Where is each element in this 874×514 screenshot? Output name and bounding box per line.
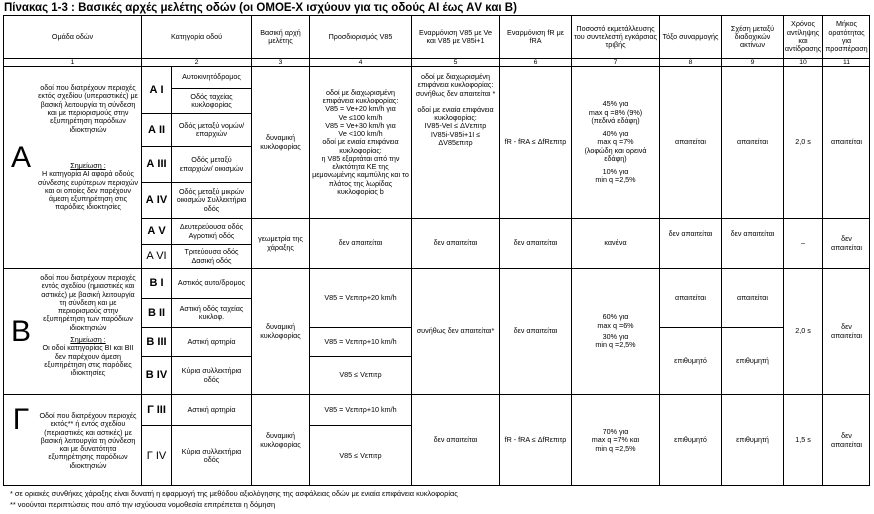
header-col11: Μήκος ορατότητας για προσπέραση (825, 19, 868, 54)
header-col9: Σχέση μεταξύ διαδοχικών ακτίνων (730, 23, 775, 50)
a-v85-determination: οδοί με διαχωρισμένη επιφάνεια κυκλοφορίας: V85 = Ve+20 km/h για Ve ≤100 km/h V85 = Ve+30 km/h για Ve <100 km/h οδοί με ενιαία επιφάνεια κυκλοφορίας: η V85 εξαρτάται από την ελικτότητα KE της μεμονωμένης καμπύλης και το πλάτος της λωρίδας κυκλοφορίας b (312, 87, 409, 197)
cat-name: Κύρια συλλεκτήρια οδός (181, 446, 242, 464)
group-b-description: οδοί που διατρέχουν περιοχές εντός σχεδίου (ημιαστικές και αστικές) με βασική λειτουργία τη σύνδεση και με περιορισμούς στην εξυπηρέτηση των παρόδιων ιδιοκτησιών (40, 273, 136, 332)
col-number: 9 (750, 59, 755, 66)
av-reaction: – (801, 238, 805, 248)
cat-code: Β ΙV (145, 369, 168, 382)
col-number: 4 (358, 59, 363, 66)
b-friction-usage: 60% για max q =6% 30% για min q =2,5% (595, 312, 636, 350)
g-v85-2: V85 ≤ Vεπιτρ (339, 450, 382, 460)
g-friction-usage: 70% για max q =7% και min q =2,5% (591, 427, 640, 453)
header-col3: Βασική αρχή μελέτης (260, 27, 301, 45)
b-transition-bottom: επιθυμητό (674, 355, 707, 365)
header-col4: Προσδιορισμός V85 (328, 31, 393, 41)
av-radii: δεν απαιτείται (730, 228, 775, 238)
av-transition: δεν απαιτείται (668, 228, 713, 238)
g-fr-harmonization: fR - fRA ≤ ΔfRεπιτρ (504, 435, 567, 445)
a-basic-principle-low: γεωμετρία της χάραξης (258, 234, 303, 252)
cat-code: Γ ΙV (146, 449, 167, 462)
cat-code: Α V (147, 225, 166, 238)
col-number: 8 (688, 59, 693, 66)
a-radii-relation: απαιτείται (737, 137, 768, 147)
b-basic-principle: δυναμική κυκλοφορίας (260, 322, 301, 340)
cat-code: Β ΙΙ (147, 306, 166, 319)
cat-name: Κύρια συλλεκτήρια οδός (181, 366, 242, 384)
header-col5: Εναρμόνιση V85 με Ve και V85 με V85i+1 (419, 27, 492, 45)
g-reaction-time: 1,5 s (795, 435, 811, 445)
cat-code: Α VΙ (146, 250, 167, 263)
group-g-description: Οδοί που διατρέχουν περιοχές εκτός** ή εντός σχεδίου (περιαστικές και αστικές) με βασική λειτουργία τη σύνδεση και με δυνατότητα εξυπηρέτησης παρόδιων ιδιοκτησιών (39, 411, 137, 470)
cat-code: Α ΙV (145, 194, 168, 207)
b-v85-3: V85 ≤ Vεπιτρ (339, 370, 382, 380)
a-fr-harmonization: fR - fRA ≤ ΔfRεπιτρ (504, 137, 567, 147)
col-number: 5 (453, 59, 458, 66)
group-b-note: Σημείωση : Οι οδοί κατηγορίας ΒΙ και ΒΙΙ δεν παρέχουν άμεση εξυπηρέτηση στις παρόδιες ιδιοκτησίες (42, 336, 134, 378)
a-transition-curve: απαιτείται (675, 137, 706, 147)
group-a-description: οδοί που διατρέχουν περιοχές εκτός σχεδίου (υπεραστικές) με βασική λειτουργία τη σύνδεση και με περιορισμούς στην εξυπηρέτηση παρόδιων ιδιοκτησιών (38, 83, 138, 134)
cat-code: Α ΙΙΙ (146, 158, 167, 171)
a-v85-harmonization: οδοί με διαχωρισμένη επιφάνεια κυκλοφορίας: συνήθως δεν απαιτείται * οδοί με ενιαία επιφάνεια κυκλοφορίας: IV85-VeI ≤ ΔVεπιτρ IV85i-V85i+1I ≤ ΔV85επιτρ (415, 72, 496, 147)
cat-name: Τριτεύουσα οδός Δασική οδός (184, 247, 239, 265)
b-radii-bottom: επιθυμητή (736, 355, 769, 365)
col-number: 7 (613, 59, 618, 66)
a-basic-principle: δυναμική κυκλοφορίας (260, 133, 301, 151)
av-friction: κανένα (604, 238, 627, 248)
g-v85-harmonization: δεν απαιτείται (433, 435, 478, 445)
b-v85-2: V85 = Vεπιτρ+10 km/h (324, 336, 397, 346)
a-passing-sight: απαιτείται (831, 137, 862, 147)
cat-code: Β ΙΙΙ (146, 335, 167, 348)
cat-code: Γ ΙΙΙ (147, 403, 166, 416)
av-passing: δεν απαιτείται (831, 234, 862, 252)
b-passing-sight: δεν απαιτείται (831, 322, 862, 340)
cat-name: Αστική οδός ταχείας κυκλοφ. (179, 303, 244, 321)
b-v85-1: V85 = Vεπιτρ+20 km/h (324, 292, 397, 302)
av-v85: δεν απαιτείται (338, 238, 383, 248)
header-col2: Κατηγορία οδού (170, 31, 223, 41)
footnote-2: ** νοούνται περιπτώσεις που από την ισχύουσα νομοθεσία επιτρέπεται η δόμηση (10, 500, 276, 509)
footnote-1: * σε οριακές συνθήκες χάραξης είναι δυνατή η εφαρμογή της μεθόδου αξιολόγησης της ασφάλειας οδών με ενιαία επιφάνεια κυκλοφορίας (10, 489, 458, 498)
cat-name: Δευτερεύουσα οδός Αγροτική οδός (179, 222, 244, 240)
col-number: 3 (278, 59, 283, 66)
col-number: 2 (194, 59, 199, 66)
cat-name: Αστικός αυτο/δρομος (177, 278, 246, 288)
col-number: 6 (533, 59, 538, 66)
cat-code: Α Ι (149, 83, 164, 96)
b-v85-harmonization: συνήθως δεν απαιτείται* (416, 326, 495, 336)
header-col10: Χρόνος αντίληψης και αντίδρασης (784, 19, 822, 54)
cat-name: Οδός μεταξύ επαρχιών/ οικισμών (179, 155, 244, 173)
a-reaction-time: 2,0 s (795, 137, 811, 147)
table-title: Πίνακας 1-3 : Βασικές αρχές μελέτης οδών (οι ΟΜΟΕ-Χ ισχύουν για τις οδούς ΑΙ έως ΑV και Β) (4, 2, 517, 14)
note-title: Σημείωση : (70, 162, 106, 170)
b-radii-top: απαιτείται (737, 292, 768, 302)
cat-name: Αστική αρτηρία (187, 336, 236, 346)
cat-name: Αστική αρτηρία (187, 404, 236, 414)
cat-name: Οδός μεταξύ μικρών οικισμών Συλλεκτήρια οδός (176, 187, 247, 213)
group-letter-a: Α (10, 141, 31, 174)
cat-name: Οδός μεταξύ νομών/επαρχιών (178, 120, 245, 138)
g-passing-sight: δεν απαιτείται (831, 431, 862, 449)
cat-name: Αυτοκινητόδρομος (182, 72, 241, 82)
a-friction-usage: 45% για max q =8% (9%) (πεδινά εδάφη) 40% για max q =7% (λοφώδη και ορεινά εδάφη) 10% για min q =2,5% (584, 99, 647, 185)
g-v85-1: V85 = Vεπιτρ+10 km/h (324, 404, 397, 414)
cat-name: Οδός ταχείας κυκλοφορίας (190, 91, 233, 109)
group-letter-b: Β (10, 315, 31, 348)
g-transition-curve: επιθυμητό (674, 435, 707, 445)
col-number: 10 (799, 59, 807, 66)
header-col6: Εναρμόνιση fR με fRA (507, 27, 564, 45)
header-col7: Ποσοστό εκμετάλλευσης του συντελεστή εγκάρσιας τριβής (574, 23, 657, 50)
cat-code: Α ΙΙ (147, 123, 166, 136)
av-fr: δεν απαιτείται (513, 238, 558, 248)
b-reaction-time: 2,0 s (795, 326, 811, 336)
cat-code: Β Ι (149, 277, 164, 290)
g-basic-principle: δυναμική κυκλοφορίας (260, 431, 301, 449)
header-col1: Ομάδα οδών (51, 31, 94, 41)
note-title: Σημείωση : (70, 336, 106, 344)
b-transition-top: απαιτείται (675, 292, 706, 302)
av-harmonization: δεν απαιτείται (433, 238, 478, 248)
g-radii-relation: επιθυμητή (736, 435, 769, 445)
header-col8: Τόξο συναρμογής (662, 31, 719, 41)
b-fr-harmonization: δεν απαιτείται (513, 326, 558, 336)
group-letter-g: Γ (12, 403, 30, 436)
col-number: 1 (70, 59, 75, 66)
col-number: 11 (842, 59, 851, 66)
group-a-note: Σημείωση : Η κατηγορία ΑΙ αφορά οδούς σύνδεσης ευρύτερων περιοχών και οι οποίες δεν παρέχουν άμεση εξυπηρέτηση στις παρόδιες ιδιοκτησίες (38, 162, 138, 212)
